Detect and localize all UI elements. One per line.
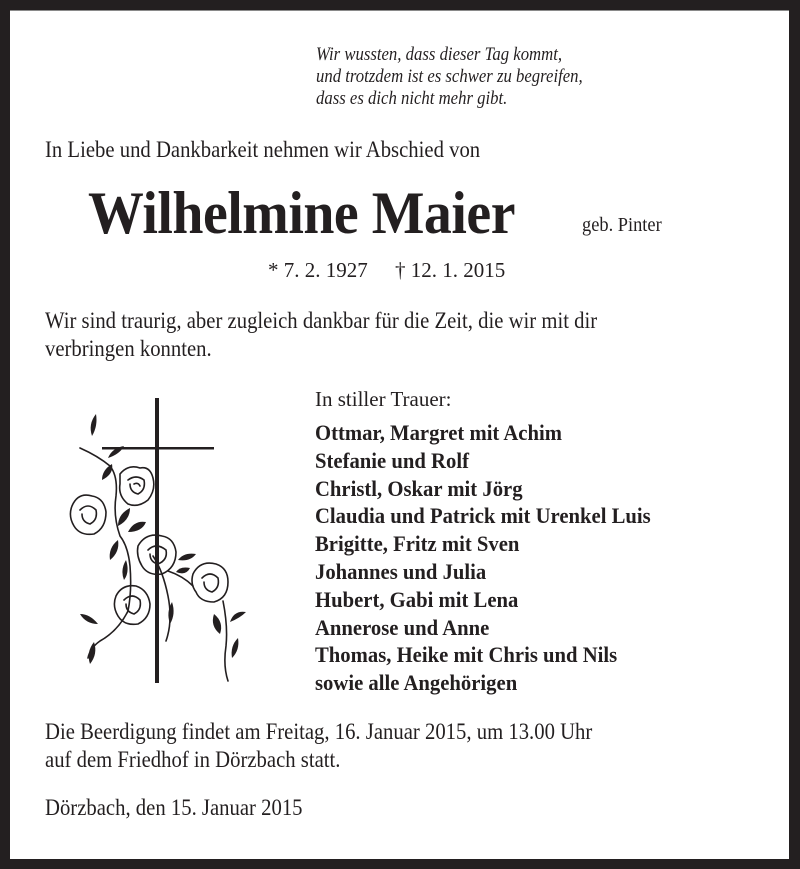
mourner-entry: Annerose und Anne <box>315 614 490 640</box>
mourners-label: In stiller Trauer: <box>315 387 452 411</box>
poem-line: dass es dich nicht mehr gibt. <box>316 88 508 109</box>
mourners-list <box>315 419 672 697</box>
mourner-entry: sowie alle Angehörigen <box>315 670 518 696</box>
life-dates <box>268 257 505 283</box>
funeral-line: auf dem Friedhof in Dörzbach statt. <box>45 747 341 772</box>
mourner-entry: Christl, Oskar mit Jörg <box>315 475 523 501</box>
mourner-entry: Hubert, Gabi mit Lena <box>315 586 519 612</box>
mourner-entry: Johannes und Julia <box>315 558 487 584</box>
funeral-info <box>45 718 592 774</box>
mourner-entry: Thomas, Heike mit Chris und Nils <box>315 642 618 668</box>
funeral-line: Die Beerdigung findet am Freitag, 16. Januar 2015, um 13.00 Uhr <box>45 719 593 744</box>
mourner-entry: Stefanie und Rolf <box>315 447 469 473</box>
intro-text: In Liebe und Dankbarkeit nehmen wir Abschied von <box>45 137 481 162</box>
poem-line: Wir wussten, dass dieser Tag kommt, <box>316 44 563 65</box>
place-and-date: Dörzbach, den 15. Januar 2015 <box>45 795 303 820</box>
poem-line: und trotzdem ist es schwer zu begreifen, <box>316 66 583 87</box>
mourner-entry: Claudia und Patrick mit Urenkel Luis <box>315 503 651 529</box>
thanks-line: verbringen konnten. <box>45 336 212 361</box>
mourner-entry: Brigitte, Fritz mit Sven <box>315 531 520 557</box>
thanks-line: Wir sind traurig, aber zugleich dankbar für die Zeit, die wir mit dir <box>45 308 598 333</box>
deceased-name-block <box>88 179 662 247</box>
birth-name: geb. Pinter <box>582 214 662 236</box>
mourner-entry: Ottmar, Margret mit Achim <box>315 420 562 445</box>
poem-quote <box>316 44 619 110</box>
obituary-notice <box>10 10 789 859</box>
birth-date: * 7. 2. 1927 <box>268 258 368 282</box>
deceased-name: Wilhelmine Maier <box>88 180 516 246</box>
cross-with-roses-icon <box>58 396 258 696</box>
death-date: † 12. 1. 2015 <box>395 258 506 282</box>
thanks-text <box>45 307 597 363</box>
